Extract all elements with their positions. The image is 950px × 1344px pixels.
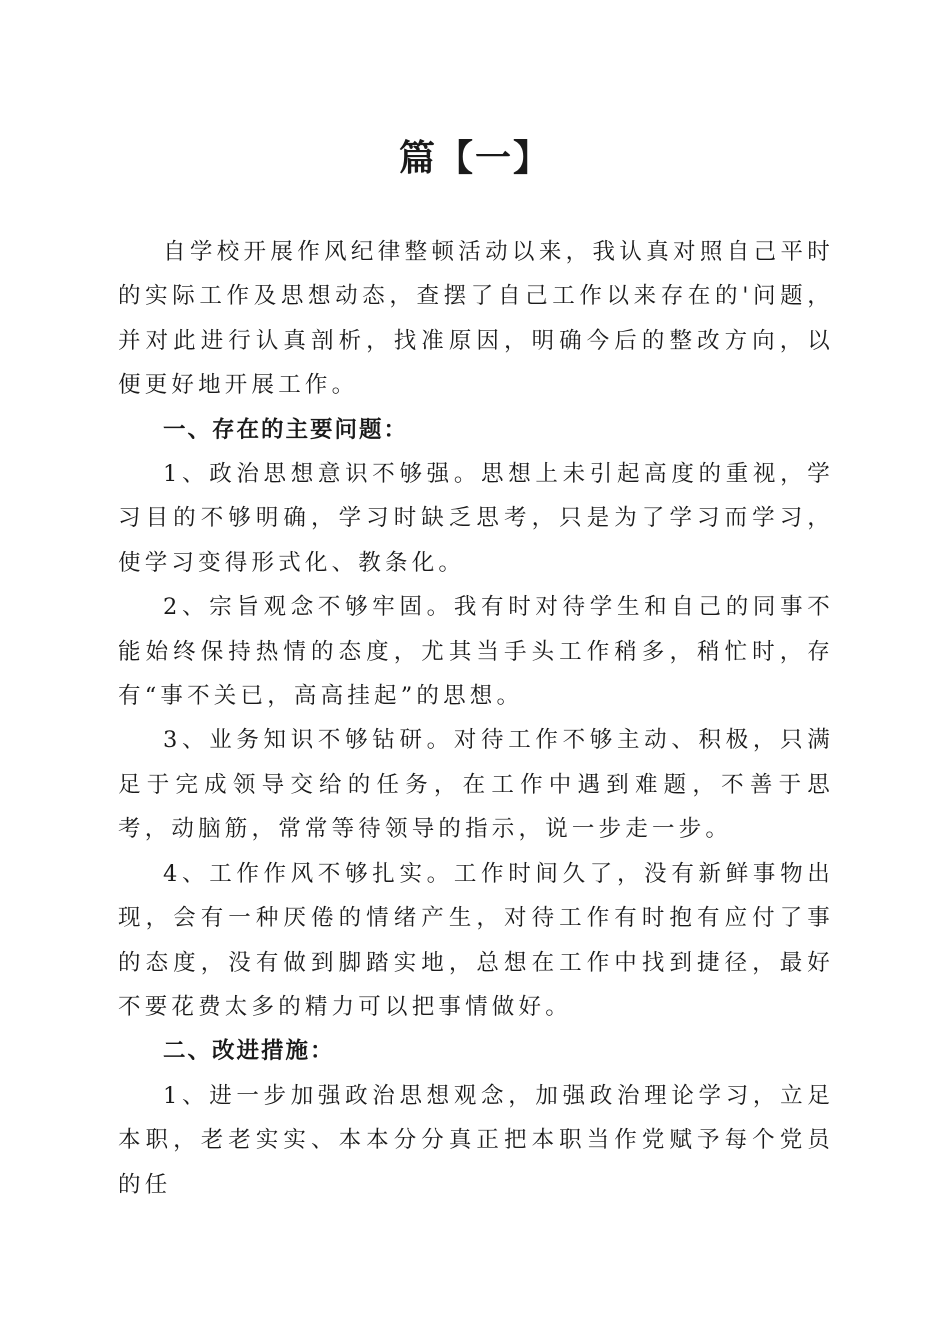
problem-item-4: 4、工作作风不够扎实。工作时间久了，没有新鲜事物出现，会有一种厌倦的情绪产生，对待工作有时抱有应付了事的态度，没有做到脚踏实地，总想在工作中找到捷径，最好不要花费太多的精力可以把事情做好。 [118,860,834,1020]
problem-item-2: 2、宗旨观念不够牢固。我有时对待学生和自己的同事不能始终保持热情的态度，尤其当手头工作稍多，稍忙时，存有“事不关已，高高挂起”的思想。 [118,594,834,710]
problem-item-3: 3、业务知识不够钻研。对待工作不够主动、积极，只满足于完成领导交给的任务，在工作中遇到难题，不善于思考，动脑筋，常常等待领导的指示，说一步走一步。 [118,727,834,843]
section-heading-measures: 二、改进措施： [163,1038,335,1065]
section-heading-problems: 一、存在的主要问题： [163,416,409,443]
document-body [118,230,834,1207]
document-title: 篇【一】 [398,137,551,179]
intro-paragraph: 自学校开展作风纪律整顿活动以来，我认真对照自己平时的实际工作及思想动态，查摆了自己工作以来存在的'问题，并对此进行认真剖析，找准原因，明确今后的整改方向，以便更好地开展工作。 [118,239,834,399]
problem-item-1: 1、政治思想意识不够强。思想上未引起高度的重视，学习目的不够明确，学习时缺乏思考，只是为了学习而学习，使学习变得形式化、教条化。 [118,461,834,576]
measure-item-1: 1、进一步加强政治思想观念，加强政治理论学习，立足本职，老老实实、本本分分真正把本职当作党赋予每个党员的任 [118,1082,834,1198]
